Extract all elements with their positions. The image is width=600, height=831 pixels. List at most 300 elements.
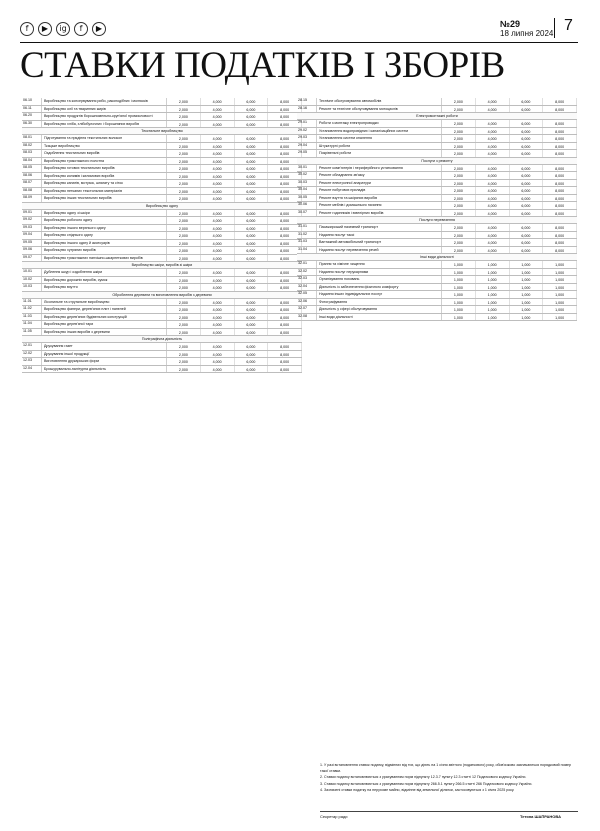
footnote: 3. Ставки податку встановлюються з урахуванням норм підпункту 266.5.1 пункту 266.5 статті 266 Податкового кодексу України. — [320, 781, 533, 786]
rate-value: 4,000 — [201, 150, 235, 157]
rate-value: 1,000 — [510, 306, 544, 313]
rate-value: 4,000 — [201, 247, 235, 254]
rate-value: 4,000 — [476, 120, 510, 127]
table-row — [22, 351, 302, 359]
rate-value: 2,000 — [167, 247, 201, 254]
rate-value: 6,000 — [235, 173, 269, 180]
table-row — [22, 225, 302, 233]
rate-value: 1,000 — [442, 269, 476, 276]
rate-value: 4,000 — [476, 172, 510, 179]
rate-value: 1,000 — [543, 269, 577, 276]
rate-value: 4,000 — [201, 106, 235, 113]
rate-value: 1,000 — [543, 306, 577, 313]
table-row — [297, 172, 577, 180]
table-row — [297, 98, 577, 106]
table-row — [22, 188, 302, 196]
table-row — [22, 121, 302, 129]
rate-value: 2,000 — [167, 232, 201, 239]
youtube-icon-2[interactable]: ▶ — [92, 22, 106, 36]
youtube-icon[interactable]: ▶ — [38, 22, 52, 36]
activity-name: Покрівельні роботи — [316, 150, 442, 157]
rate-value: 6,000 — [235, 98, 269, 105]
activity-name: Ремонт та технічне обслуговування мотоциклів — [316, 106, 442, 113]
rate-value: 6,000 — [235, 158, 269, 165]
footer-signature-name: Тетяна ШАПРАНОВА — [520, 814, 561, 819]
rate-value: 2,000 — [167, 173, 201, 180]
kved-code: 29.02 — [298, 127, 307, 132]
rate-value: 6,000 — [510, 180, 544, 187]
rate-value: 8,000 — [268, 351, 302, 358]
rate-value: 2,000 — [167, 343, 201, 350]
table-row — [22, 358, 302, 366]
rate-value: 4,000 — [476, 135, 510, 142]
kved-code: 11.05 — [23, 328, 32, 333]
rate-value: 2,000 — [167, 210, 201, 217]
activity-name: Інші види діяльності — [316, 314, 442, 321]
rate-value: 1,000 — [476, 261, 510, 268]
table-row — [22, 240, 302, 248]
activity-name: Надання інших індивідуальних послуг — [316, 291, 442, 298]
activity-name: Діяльність у сфері обслуговування — [316, 306, 442, 313]
rate-value: 6,000 — [510, 202, 544, 209]
table-row — [22, 143, 302, 151]
table-row — [22, 366, 302, 374]
activity-name: Ткацьке виробництво — [41, 143, 167, 150]
kved-code: 10.03 — [23, 284, 32, 288]
activity-name: Надання послуг перевезення речей — [316, 247, 442, 254]
kved-code: 28.16 — [298, 105, 307, 110]
rate-value: 1,000 — [476, 269, 510, 276]
table-row — [22, 284, 302, 292]
activity-name: Виробництво взуття — [41, 284, 167, 291]
rate-value: 6,000 — [235, 210, 269, 217]
rate-value: 4,000 — [201, 255, 235, 262]
rate-value: 2,000 — [167, 255, 201, 262]
rate-value: 2,000 — [442, 150, 476, 157]
activity-name: Ремонт електронної апаратури — [316, 180, 442, 187]
rate-value: 1,000 — [510, 299, 544, 306]
rate-value: 1,000 — [543, 284, 577, 291]
rate-value: 8,000 — [543, 239, 577, 246]
table-row — [297, 202, 577, 210]
kved-code: 30.05 — [298, 194, 307, 199]
rate-value: 1,000 — [442, 314, 476, 321]
table-row — [297, 247, 577, 255]
table-row — [22, 232, 302, 240]
table-row — [297, 165, 577, 173]
table-row — [22, 306, 302, 314]
rate-value: 8,000 — [543, 195, 577, 202]
section-heading: Поліграфічна діяльність — [22, 336, 302, 343]
footnote: 1. У разі встановлення ставок податку, відмінних від тих, що діють на 1 січня звітного (податкового) року, обов'язково зазначаються порядковий номер такої ставки. — [320, 763, 572, 773]
activity-name: Виробництво фанери, дерев'яних плит і панелей — [41, 306, 167, 313]
table-row — [297, 299, 577, 307]
activity-name: Виготовлення друкарських форм — [41, 358, 167, 365]
table-row — [297, 143, 577, 151]
activity-name: Пасажирський наземний транспорт — [316, 224, 442, 231]
activity-name: Виробництво дорожніх виробів, сумок — [41, 277, 167, 284]
rate-value: 1,000 — [510, 291, 544, 298]
section-heading: Оброблення деревини та виготовлення виробів з деревини — [22, 292, 302, 299]
rate-value: 8,000 — [543, 120, 577, 127]
kved-code: 10.02 — [23, 276, 32, 281]
kved-code: 09.05 — [23, 239, 32, 244]
rate-value: 2,000 — [442, 187, 476, 194]
rate-value: 2,000 — [167, 113, 201, 120]
activity-name: Виробництво хутряних виробів — [41, 247, 167, 254]
rate-value: 8,000 — [543, 165, 577, 172]
rate-value: 8,000 — [268, 306, 302, 313]
rate-value: 2,000 — [167, 284, 201, 291]
activity-name: Виробництво робочого одягу — [41, 217, 167, 224]
rate-value: 6,000 — [235, 106, 269, 113]
rate-value: 1,000 — [442, 276, 476, 283]
rate-value: 4,000 — [201, 299, 235, 306]
rate-value: 2,000 — [167, 188, 201, 195]
page-number: 7 — [564, 17, 573, 34]
rate-value: 6,000 — [235, 217, 269, 224]
kved-code: 11.02 — [23, 306, 32, 310]
rate-value: 6,000 — [510, 239, 544, 246]
rate-value: 4,000 — [476, 224, 510, 231]
rate-value: 2,000 — [442, 165, 476, 172]
kved-code: 30.01 — [298, 164, 307, 169]
activity-name: Вантажний автомобільний транспорт — [316, 239, 442, 246]
social-icons — [20, 22, 106, 36]
rate-value: 2,000 — [167, 358, 201, 365]
rate-value: 8,000 — [268, 135, 302, 142]
rate-value: 6,000 — [235, 225, 269, 232]
facebook-icon[interactable]: f — [20, 22, 34, 36]
table-row — [22, 173, 302, 181]
kved-code: 12.04 — [23, 365, 32, 370]
table-row — [22, 165, 302, 173]
table-row — [297, 291, 577, 299]
rate-value: 1,000 — [543, 276, 577, 283]
activity-name: Ремонт меблів і домашнього начиння — [316, 202, 442, 209]
rate-value: 8,000 — [268, 314, 302, 321]
activity-name: Діяльність із забезпечення фізичного комфорту — [316, 284, 442, 291]
issue-date: 18 липня 2024 — [500, 29, 554, 38]
header-rule — [20, 42, 578, 43]
rate-value: 6,000 — [235, 150, 269, 157]
kved-code: 09.06 — [23, 247, 32, 251]
kved-code: 29.03 — [298, 135, 307, 139]
rate-value: 6,000 — [235, 255, 269, 262]
activity-name: Виробництво трикотажних панчішно-шкарпеткових виробів — [41, 255, 167, 262]
table-row — [22, 299, 302, 307]
rate-value: 2,000 — [442, 224, 476, 231]
rate-value: 1,000 — [442, 261, 476, 268]
kved-code: 30.04 — [298, 187, 307, 191]
rate-value: 4,000 — [201, 113, 235, 120]
rate-value: 4,000 — [201, 366, 235, 373]
rate-value: 4,000 — [476, 195, 510, 202]
footnote: 2. Ставки податку встановлюються з урахуванням норм підпункту 12.3.7 пункту 12.3 статті 12 Податкового кодексу України. — [320, 775, 527, 779]
kved-code: 08.07 — [23, 180, 32, 184]
kved-code: 08.06 — [23, 172, 32, 177]
rate-value: 2,000 — [442, 106, 476, 113]
rate-value: 4,000 — [476, 165, 510, 172]
rate-value: 1,000 — [442, 284, 476, 291]
kved-code: 28.15 — [298, 98, 307, 102]
table-row — [22, 106, 302, 114]
rate-value: 2,000 — [442, 202, 476, 209]
rate-value: 6,000 — [235, 351, 269, 358]
rate-value: 1,000 — [510, 284, 544, 291]
table-row — [22, 321, 302, 329]
activity-name: Виробництво інших текстильних виробів — [41, 195, 167, 202]
rate-value: 6,000 — [235, 135, 269, 142]
rate-value: 4,000 — [201, 269, 235, 276]
rate-value: 4,000 — [476, 143, 510, 150]
rate-value: 8,000 — [268, 150, 302, 157]
activity-name: Виробництво продуктів борошномельно-круп'яної промисловості — [41, 113, 167, 120]
activity-name: Ремонт годинників і ювелірних виробів — [316, 210, 442, 217]
rate-value: 8,000 — [268, 343, 302, 350]
rate-value: 6,000 — [510, 120, 544, 127]
rate-value: 1,000 — [476, 276, 510, 283]
table-row — [297, 180, 577, 188]
rate-value: 8,000 — [268, 165, 302, 172]
rate-value: 8,000 — [268, 232, 302, 239]
kved-code: 08.04 — [23, 157, 32, 162]
table-row — [297, 314, 577, 322]
rate-value: 2,000 — [167, 314, 201, 321]
issue-number: №29 — [500, 19, 521, 29]
kved-code: 32.06 — [298, 298, 307, 303]
rate-value: 2,000 — [167, 351, 201, 358]
rate-value: 2,000 — [167, 106, 201, 113]
activity-name: Виробництво інших виробів з деревини — [41, 329, 167, 336]
rate-value: 4,000 — [201, 121, 235, 128]
activity-name: Ремонт комп'ютерів і периферійного устатковання — [316, 165, 442, 172]
rate-value: 4,000 — [201, 98, 235, 105]
activity-name: Виробництво канатів, мотузок, шпагату та сіток — [41, 180, 167, 187]
activity-name: Прання та хімічне чищення — [316, 261, 442, 268]
activity-name: Виробництво килимів і килимових виробів — [41, 173, 167, 180]
rate-value: 6,000 — [510, 165, 544, 172]
kved-code: 32.08 — [298, 313, 307, 318]
rate-value: 2,000 — [442, 128, 476, 135]
rate-value: 8,000 — [268, 210, 302, 217]
activity-name: Лісопильне та стругальне виробництво — [41, 299, 167, 306]
activity-name: Виробництво трикотажного полотна — [41, 158, 167, 165]
rate-value: 2,000 — [167, 217, 201, 224]
footer-signature-title: Секретар ради — [320, 814, 348, 819]
rate-value: 8,000 — [543, 106, 577, 113]
section-heading: Інші види діяльності — [297, 254, 577, 261]
rate-value: 1,000 — [543, 314, 577, 321]
kved-code: 29.04 — [298, 142, 307, 147]
kved-code: 08.03 — [23, 150, 32, 154]
rate-value: 8,000 — [268, 195, 302, 202]
rate-value: 2,000 — [442, 247, 476, 254]
left-rate-table — [22, 98, 302, 373]
instagram-icon[interactable]: ig — [56, 22, 70, 36]
divider — [554, 18, 555, 38]
rate-value: 8,000 — [268, 143, 302, 150]
rate-value: 6,000 — [235, 247, 269, 254]
rate-value: 6,000 — [510, 128, 544, 135]
kved-code: 09.04 — [23, 232, 32, 236]
footer-rule — [320, 811, 578, 812]
rate-value: 6,000 — [235, 113, 269, 120]
table-row — [22, 150, 302, 158]
rate-value: 6,000 — [235, 269, 269, 276]
rate-value: 2,000 — [167, 150, 201, 157]
rate-value: 2,000 — [167, 98, 201, 105]
rate-value: 2,000 — [167, 180, 201, 187]
kved-code: 06.30 — [23, 120, 32, 125]
rate-value: 2,000 — [167, 195, 201, 202]
rate-value: 8,000 — [268, 106, 302, 113]
rate-value: 4,000 — [476, 128, 510, 135]
rate-value: 8,000 — [268, 240, 302, 247]
activity-name: Брошурувально-палітурна діяльність — [41, 366, 167, 373]
table-row — [297, 284, 577, 292]
rate-value: 6,000 — [510, 98, 544, 105]
rate-value: 1,000 — [476, 306, 510, 313]
section-heading: Послуги перевезення — [297, 217, 577, 224]
right-rate-table — [297, 98, 577, 321]
rate-value: 8,000 — [543, 135, 577, 142]
rate-value: 8,000 — [268, 299, 302, 306]
rate-value: 1,000 — [510, 276, 544, 283]
rate-value: 6,000 — [235, 240, 269, 247]
table-row — [297, 120, 577, 128]
kved-code: 29.01 — [298, 120, 307, 124]
table-row — [22, 255, 302, 263]
section-heading: Послуги з ремонту — [297, 158, 577, 165]
rate-value: 4,000 — [201, 188, 235, 195]
section-heading: Виробництво шкіри, виробів зі шкіри — [22, 262, 302, 269]
kved-code: 08.01 — [23, 135, 32, 139]
activity-name: Друкування газет — [41, 343, 167, 350]
table-row — [297, 128, 577, 136]
table-row — [297, 232, 577, 240]
rate-value: 4,000 — [201, 329, 235, 336]
rate-value: 4,000 — [201, 158, 235, 165]
kved-code: 08.02 — [23, 142, 32, 147]
rate-value: 2,000 — [167, 158, 201, 165]
footnote: 4. Зазначені ставки податку на нерухоме майно, відмінне від земельної ділянки, застосовуються з 1 січня 2025 року. — [320, 788, 515, 792]
kved-code: 10.01 — [23, 269, 32, 273]
facebook-icon-2[interactable]: f — [74, 22, 88, 36]
activity-name: Фотографування — [316, 299, 442, 306]
rate-value: 4,000 — [476, 210, 510, 217]
rate-value: 1,000 — [442, 299, 476, 306]
table-row — [297, 269, 577, 277]
rate-value: 6,000 — [235, 188, 269, 195]
activity-name: Виробництво іншого одягу й аксесуарів — [41, 240, 167, 247]
rate-value: 4,000 — [201, 165, 235, 172]
rate-value: 6,000 — [510, 143, 544, 150]
rate-value: 6,000 — [235, 299, 269, 306]
activity-name: Установлення водопровідних і каналізаційних систем — [316, 128, 442, 135]
rate-value: 1,000 — [510, 314, 544, 321]
table-row — [297, 261, 577, 269]
kved-code: 06.11 — [23, 105, 32, 110]
rate-value: 6,000 — [510, 106, 544, 113]
activity-name: Виробництво одягу зі шкіри — [41, 210, 167, 217]
rate-value: 2,000 — [167, 321, 201, 328]
rate-value: 2,000 — [167, 225, 201, 232]
rate-value: 4,000 — [201, 135, 235, 142]
table-row — [297, 306, 577, 314]
table-row — [297, 195, 577, 203]
kved-code: 32.07 — [298, 306, 307, 310]
rate-value: 6,000 — [510, 150, 544, 157]
activity-name: Виробництво олії та тваринних жирів — [41, 106, 167, 113]
rate-value: 6,000 — [235, 180, 269, 187]
rate-value: 6,000 — [235, 284, 269, 291]
rate-value: 6,000 — [235, 314, 269, 321]
rate-value: 1,000 — [476, 314, 510, 321]
rate-value: 4,000 — [476, 180, 510, 187]
rate-value: 6,000 — [510, 210, 544, 217]
rate-value: 6,000 — [510, 247, 544, 254]
table-row — [22, 343, 302, 351]
rate-value: 2,000 — [442, 195, 476, 202]
rate-value: 2,000 — [167, 269, 201, 276]
rate-value: 4,000 — [201, 232, 235, 239]
rate-value: 2,000 — [442, 210, 476, 217]
table-row — [22, 180, 302, 188]
rate-value: 4,000 — [476, 239, 510, 246]
rate-value: 4,000 — [201, 143, 235, 150]
activity-name: Технічне обслуговування автомобілів — [316, 98, 442, 105]
activity-name: Ремонт взуття та шкіряних виробів — [316, 195, 442, 202]
rate-value: 4,000 — [476, 232, 510, 239]
activity-name: Друкування іншої продукції — [41, 351, 167, 358]
rate-value: 8,000 — [268, 284, 302, 291]
rate-value: 2,000 — [442, 232, 476, 239]
rate-value: 4,000 — [476, 98, 510, 105]
rate-value: 6,000 — [510, 232, 544, 239]
table-row — [22, 158, 302, 166]
rate-value: 6,000 — [235, 277, 269, 284]
rate-value: 4,000 — [201, 306, 235, 313]
page-title: СТАВКИ ПОДАТКІВ І ЗБОРІВ — [20, 45, 505, 86]
rate-value: 8,000 — [543, 150, 577, 157]
table-row — [297, 276, 577, 284]
kved-code: 30.03 — [298, 179, 307, 184]
activity-name: Ремонт обладнання зв'язку — [316, 172, 442, 179]
rate-value: 8,000 — [543, 187, 577, 194]
rate-value: 4,000 — [201, 210, 235, 217]
rate-value: 4,000 — [201, 277, 235, 284]
kved-code: 06.20 — [23, 113, 32, 117]
kved-code: 11.04 — [23, 321, 32, 325]
rate-value: 4,000 — [201, 284, 235, 291]
table-row — [297, 106, 577, 114]
rate-value: 6,000 — [235, 195, 269, 202]
kved-code: 09.02 — [23, 217, 32, 221]
rate-value: 6,000 — [235, 366, 269, 373]
kved-code: 12.03 — [23, 358, 32, 362]
activity-name: Оздоблення текстильних виробів — [41, 150, 167, 157]
rate-value: 4,000 — [476, 202, 510, 209]
kved-code: 09.07 — [23, 254, 32, 259]
rate-value: 2,000 — [167, 165, 201, 172]
rate-value: 8,000 — [268, 329, 302, 336]
rate-value: 6,000 — [510, 224, 544, 231]
rate-value: 2,000 — [442, 143, 476, 150]
rate-value: 2,000 — [442, 120, 476, 127]
activity-name: Виробництво дерев'яних будівельних конструкцій — [41, 314, 167, 321]
kved-code: 32.03 — [298, 276, 307, 280]
